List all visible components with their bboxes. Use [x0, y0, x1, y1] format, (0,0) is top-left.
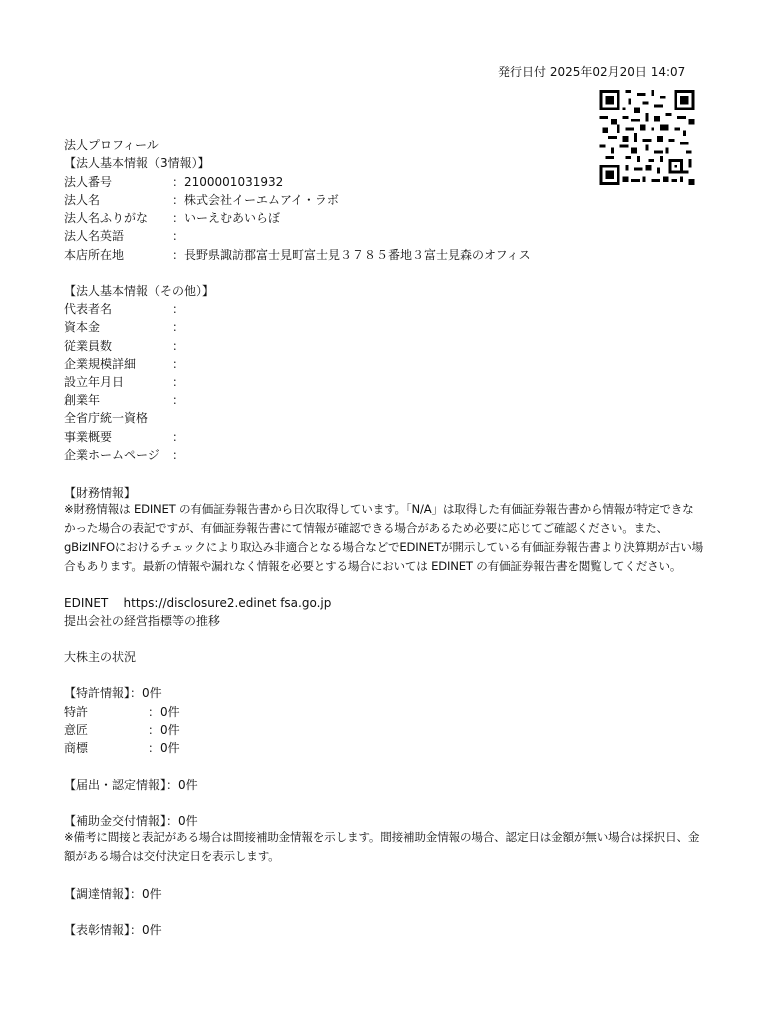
issue-date-value: 2025年02月20日 14:07 — [549, 65, 686, 79]
info-value: ： — [172, 357, 185, 371]
info-row — [64, 375, 184, 389]
subsidy-heading: 【補助金交付情報】：0件 — [64, 814, 198, 828]
info-row — [64, 193, 339, 207]
info-label: 法人番号 — [64, 175, 113, 189]
info-value: ：株式会社イーエムアイ・ラボ — [172, 193, 339, 207]
info-row — [64, 430, 184, 444]
info-value: ：長野県諏訪郡富士見町富士見３７８５番地３富士見森のオフィス — [172, 248, 531, 262]
basic-info-heading: 【法人基本情報（3情報）】 — [64, 156, 210, 170]
info-row — [64, 705, 180, 719]
info-row — [64, 229, 184, 243]
info-row — [64, 741, 180, 755]
info-row — [64, 448, 184, 462]
info-label: 特許 — [64, 705, 89, 719]
edinet-url-link[interactable]: https://disclosure2.edinet fsa.go.jp — [123, 596, 332, 610]
info-value: ： — [172, 375, 185, 389]
info-row — [64, 320, 184, 334]
info-value: ：0件 — [148, 705, 180, 719]
awards-heading: 【表彰情報】：0件 — [64, 923, 162, 937]
info-value: ： — [172, 339, 185, 353]
profile-title: 法人プロフィール — [64, 138, 159, 152]
info-row — [64, 393, 184, 407]
info-row — [64, 302, 184, 316]
info-row — [64, 248, 531, 262]
edinet-link-row — [64, 596, 331, 610]
info-value: ：0件 — [148, 741, 180, 755]
info-value: ： — [172, 302, 185, 316]
info-label: 商標 — [64, 741, 89, 755]
procurement-heading: 【調達情報】：0件 — [64, 887, 162, 901]
info-label: 創業年 — [64, 393, 101, 407]
qr-code-icon — [598, 90, 696, 185]
issue-date-label: 発行日付 — [498, 65, 547, 79]
info-value: ： — [172, 448, 185, 462]
info-label: 法人名英語 — [64, 229, 125, 243]
shareholders-heading: 大株主の状況 — [64, 650, 137, 664]
info-label: 代表者名 — [64, 302, 113, 316]
info-label: 本店所在地 — [64, 248, 125, 262]
financial-heading: 【財務情報】 — [64, 486, 137, 500]
other-info-heading: 【法人基本情報（その他）】 — [64, 284, 215, 298]
edinet-label: EDINET — [64, 596, 109, 610]
info-value: ：0件 — [148, 723, 180, 737]
info-label: 意匠 — [64, 723, 89, 737]
info-row — [64, 723, 180, 737]
issue-date — [498, 65, 685, 79]
info-value: ： — [172, 430, 185, 444]
notifications-heading: 【届出・認定情報】：0件 — [64, 778, 198, 792]
info-row — [64, 411, 172, 425]
info-label: 全省庁統一資格 — [64, 411, 149, 425]
info-value: ： — [172, 229, 185, 243]
info-row — [64, 357, 184, 371]
info-label: 法人名ふりがな — [64, 211, 149, 225]
info-label: 企業規模詳細 — [64, 357, 137, 371]
info-label: 企業ホームページ — [64, 448, 160, 462]
financial-note: ※財務情報は EDINET の有価証券報告書から日次取得しています。「N/A」は取得した有価証券報告書から情報が特定できなかった場合の表記ですが、有価証券報告書にて情報が確認できる場合があるため必要に応じてご確認ください。また、gBizINFOにおけるチェックにより取込み非適合となる場合などでEDINETが開示している有価証券報告書より決算期が古い場合もあります。最新の情報や漏れなく情報を必要とする場合においては EDINET の有価証券報告書を閲覧してください。 — [64, 502, 704, 573]
info-value: ： — [172, 393, 185, 407]
info-label: 従業員数 — [64, 339, 113, 353]
info-row — [64, 211, 280, 225]
info-label: 法人名 — [64, 193, 101, 207]
info-row — [64, 175, 283, 189]
info-label: 事業概要 — [64, 430, 113, 444]
patents-heading: 【特許情報】：0件 — [64, 686, 162, 700]
info-value: ：2100001031932 — [172, 175, 284, 189]
info-row — [64, 339, 184, 353]
info-value: ： — [172, 320, 185, 334]
info-label: 資本金 — [64, 320, 101, 334]
info-label: 設立年月日 — [64, 375, 125, 389]
info-value: ：いーえむあいらぼ — [172, 211, 281, 225]
financial-indicators: 提出会社の経営指標等の推移 — [64, 614, 221, 628]
subsidy-note: ※備考に間接と表記がある場合は間接補助金情報を示します。間接補助金情報の場合、認定日は金額が無い場合は採択日、金額がある場合は交付決定日を表示します。 — [64, 830, 700, 863]
